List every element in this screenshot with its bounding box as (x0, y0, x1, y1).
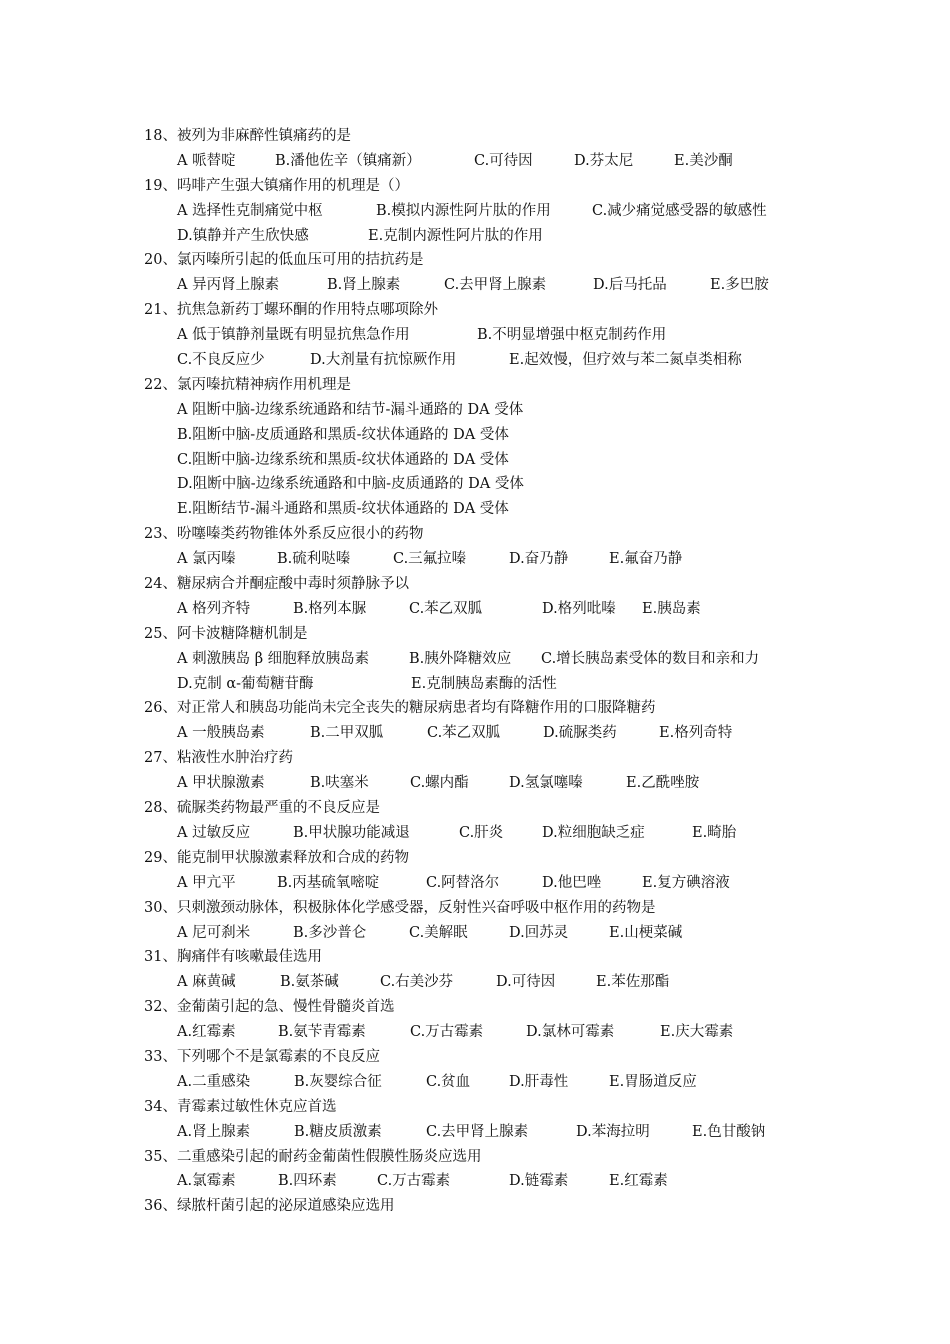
option-e: E.美沙酮 (674, 152, 733, 169)
option-a: A 尼可刹米 (177, 924, 251, 941)
option-d: D.大剂量有抗惊厥作用 (310, 352, 457, 369)
option-a: A 阻断中脑-边缘系统通路和结节-漏斗通路的 DA 受体 (177, 401, 524, 418)
question-stem-36: 36、绿脓杆菌引起的泌尿道感染应选用 (144, 1198, 395, 1215)
option-a: A 氯丙嗪 (177, 551, 236, 568)
option-d: D.可待因 (496, 974, 556, 991)
option-e: E.苯佐那酯 (596, 974, 670, 991)
option-c: C.阻断中脑-边缘系统和黑质-纹状体通路的 DA 受体 (177, 451, 509, 468)
option-c: C.贫血 (426, 1073, 471, 1090)
option-row (144, 1020, 834, 1045)
option-c: C.去甲肾上腺素 (444, 277, 547, 294)
option-b: B.糖皮质激素 (294, 1123, 382, 1140)
question-stem-32: 32、金葡菌引起的急、慢性骨髓炎首选 (144, 999, 395, 1016)
question-stem-18: 18、被列为非麻醉性镇痛药的是 (144, 128, 351, 144)
question-stem-35: 35、二重感染引起的耐药金葡菌性假膜性肠炎应选用 (144, 1148, 482, 1165)
option-a: A 甲亢平 (177, 874, 236, 891)
option-d: D.回苏灵 (509, 924, 569, 941)
option-d: D.他巴唑 (542, 874, 602, 891)
option-row (144, 821, 834, 846)
option-e: E.山梗菜碱 (609, 924, 683, 941)
option-d: D.链霉素 (509, 1173, 569, 1190)
option-d: D.阻断中脑-边缘系统通路和中脑-皮质通路的 DA 受体 (177, 476, 524, 493)
option-row (144, 149, 834, 174)
option-b: B.潘他佐辛（镇痛新） (275, 152, 421, 169)
option-c: C.可待因 (474, 152, 533, 169)
option-row (144, 1169, 834, 1194)
option-d: D.克制 α-葡萄糖苷酶 (177, 675, 314, 692)
option-row (144, 921, 834, 946)
option-b: B.氨茶碱 (280, 974, 339, 991)
option-e: E.红霉素 (609, 1173, 668, 1190)
option-row (144, 273, 834, 298)
option-a: A 选择性克制痛觉中枢 (177, 202, 323, 219)
option-row (144, 348, 834, 373)
option-e: E.克制胰岛素酶的活性 (411, 675, 557, 692)
option-b: B.灰婴综合征 (294, 1073, 382, 1090)
option-d: D.粒细胞缺乏症 (542, 824, 645, 841)
option-a: A 异丙肾上腺素 (177, 277, 280, 294)
question-stem-33: 33、下列哪个不是氯霉素的不良反应 (144, 1048, 380, 1065)
option-c: C.三氟拉嗪 (393, 551, 467, 568)
option-row (144, 398, 834, 423)
question-stem-22: 22、氯丙嗪抗精神病作用机理是 (144, 376, 351, 393)
option-d: D.硫脲类药 (543, 725, 617, 742)
option-d: D.氢氯噻嗪 (509, 775, 583, 792)
option-e: E.畸胎 (692, 824, 737, 841)
option-c: C.阿替洛尔 (426, 874, 500, 891)
option-b: B.模拟内源性阿片肽的作用 (376, 202, 551, 219)
option-c: C.肝炎 (459, 824, 504, 841)
option-row (144, 721, 834, 746)
option-b: B.不明显增强中枢克制药作用 (477, 327, 667, 344)
option-d: D.奋乃静 (509, 551, 569, 568)
question-stem-29: 29、能克制甲状腺激素释放和合成的药物 (144, 849, 409, 866)
option-e: E.胃肠道反应 (609, 1073, 697, 1090)
option-a: A 低于镇静剂量既有明显抗焦急作用 (177, 327, 410, 344)
option-a: A.二重感染 (177, 1073, 251, 1090)
option-c: C.万古霉素 (377, 1173, 451, 1190)
option-a: A.肾上腺素 (177, 1123, 251, 1140)
option-a: A 哌替啶 (177, 152, 236, 169)
option-row (144, 647, 834, 672)
question-stem-27: 27、粘液性水肿治疗药 (144, 750, 293, 767)
option-row (144, 448, 834, 473)
option-d: D.氯林可霉素 (526, 1024, 615, 1041)
option-row (144, 199, 834, 224)
option-c: C.不良反应少 (177, 352, 265, 369)
option-row (144, 472, 834, 497)
question-stem-21: 21、抗焦急新药丁螺环酮的作用特点哪项除外 (144, 302, 438, 319)
option-b: B.胰外降糖效应 (409, 650, 512, 667)
option-e: E.格列奇特 (659, 725, 733, 742)
option-b: B.肾上腺素 (327, 277, 401, 294)
option-row (144, 597, 834, 622)
option-a: A 甲状腺激素 (177, 775, 265, 792)
question-stem-19: 19、吗啡产生强大镇痛作用的机理是（） (144, 177, 409, 194)
option-b: B.二甲双胍 (310, 725, 384, 742)
option-e: E.起效慢，但疗效与苯二氮卓类相称 (509, 352, 742, 369)
option-e: E.色甘酸钠 (692, 1123, 766, 1140)
question-stem-25: 25、阿卡波糖降糖机制是 (144, 625, 308, 642)
option-d: D.后马托品 (593, 277, 667, 294)
option-c: C.减少痛觉感受器的敏感性 (592, 202, 767, 219)
option-c: C.苯乙双胍 (409, 600, 483, 617)
option-c: C.美解眠 (409, 924, 468, 941)
option-row (144, 547, 834, 572)
option-d: D.镇静并产生欣快感 (177, 227, 309, 244)
option-e: E.多巴胺 (710, 277, 769, 294)
option-b: B.甲状腺功能减退 (293, 824, 410, 841)
option-a: A.红霉素 (177, 1024, 236, 1041)
option-e: E.复方碘溶液 (642, 874, 730, 891)
option-b: B.丙基硫氧嘧啶 (277, 874, 380, 891)
option-row (144, 771, 834, 796)
question-stem-30: 30、只刺激颈动脉体，积极脉体化学感受器，反射性兴奋呼吸中枢作用的药物是 (144, 899, 656, 916)
option-e: E.庆大霉素 (660, 1024, 734, 1041)
option-b: B.多沙普仑 (293, 924, 367, 941)
option-e: E.乙酰唑胺 (626, 775, 700, 792)
option-b: B.阻断中脑-皮质通路和黑质-纹状体通路的 DA 受体 (177, 426, 509, 443)
option-row (144, 672, 834, 697)
option-a: A 过敏反应 (177, 824, 251, 841)
option-d: D.苯海拉明 (576, 1123, 650, 1140)
option-c: C.去甲肾上腺素 (426, 1123, 529, 1140)
option-row (144, 423, 834, 448)
option-d: D.格列吡嗪 (542, 600, 616, 617)
document-page (144, 124, 834, 1219)
option-row (144, 323, 834, 348)
question-stem-24: 24、糖尿病合并酮症酸中毒时须静脉予以 (144, 576, 409, 593)
question-stem-28: 28、硫脲类药物最严重的不良反应是 (144, 800, 380, 817)
option-row (144, 497, 834, 522)
question-stem-26: 26、对正常人和胰岛功能尚未完全丧失的糖尿病患者均有降糖作用的口服降糖药 (144, 700, 656, 717)
option-a: A 麻黄碱 (177, 974, 236, 991)
option-e: E.阻断结节-漏斗通路和黑质-纹状体通路的 DA 受体 (177, 501, 509, 518)
option-row (144, 224, 834, 249)
option-b: B.格列本脲 (293, 600, 367, 617)
option-e: E.克制内源性阿片肽的作用 (368, 227, 543, 244)
option-c: C.右美沙芬 (380, 974, 454, 991)
option-c: C.苯乙双胍 (427, 725, 501, 742)
question-stem-31: 31、胸痛伴有咳嗽最佳选用 (144, 949, 322, 966)
option-b: B.四环素 (278, 1173, 337, 1190)
option-a: A 一般胰岛素 (177, 725, 265, 742)
option-a: A 刺激胰岛 β 细胞释放胰岛素 (177, 650, 370, 667)
option-b: B.呋塞米 (310, 775, 369, 792)
option-a: A 格列齐特 (177, 600, 251, 617)
option-row (144, 871, 834, 896)
option-a: A.氯霉素 (177, 1173, 236, 1190)
option-e: E.胰岛素 (642, 600, 701, 617)
question-stem-23: 23、吩噻嗪类药物锥体外系反应很小的药物 (144, 526, 424, 543)
option-c: C.万古霉素 (410, 1024, 484, 1041)
question-stem-34: 34、青霉素过敏性休克应首选 (144, 1098, 337, 1115)
option-b: B.硫利哒嗪 (277, 551, 351, 568)
option-e: E.氟奋乃静 (609, 551, 683, 568)
option-b: B.氨苄青霉素 (278, 1024, 366, 1041)
option-row (144, 1070, 834, 1095)
question-stem-20: 20、氯丙嗪所引起的低血压可用的拮抗药是 (144, 252, 424, 269)
option-row (144, 1120, 834, 1145)
option-row (144, 970, 834, 995)
option-c: C.增长胰岛素受体的数目和亲和力 (541, 650, 760, 667)
option-d: D.芬太尼 (574, 152, 634, 169)
option-d: D.肝毒性 (509, 1073, 569, 1090)
option-c: C.螺内酯 (410, 775, 469, 792)
